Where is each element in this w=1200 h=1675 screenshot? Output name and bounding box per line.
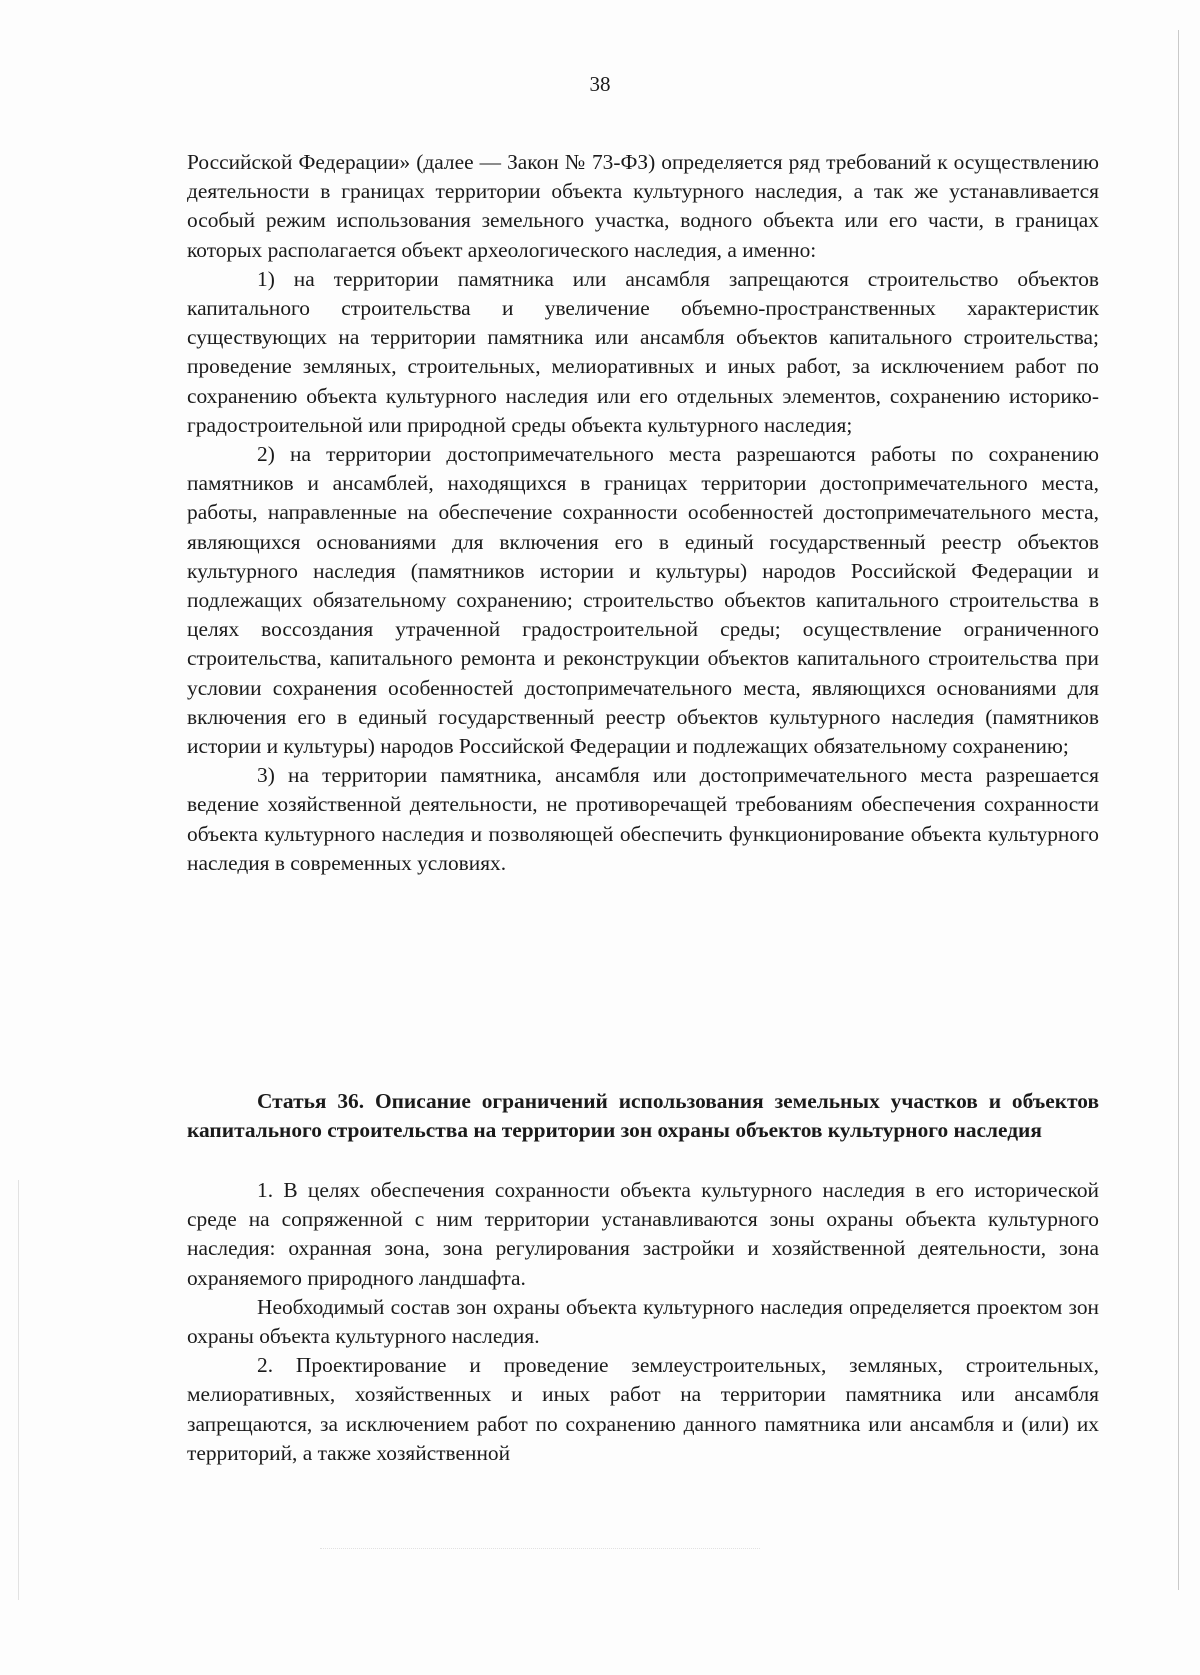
page-number: 38 xyxy=(589,72,611,96)
list-item-3: 3) на территории памятника, ансамбля или достопримечательного места разрешается ведение хозяйственной деятельности, не противоречащей требованиям обеспечения сохранности объекта культурного наследия и позволяющей обеспечить функционирование объекта культурного наследия в современных условиях. xyxy=(187,763,1099,875)
scan-edge-line-left xyxy=(18,1180,19,1600)
article-paragraph-1: 1. В целях обеспечения сохранности объекта культурного наследия в его исторической среде на сопряженной с ним территории устанавливаются зоны охраны объекта культурного наследия: охранная зона, зона регулирования застройки и хозяйственной деятельности, зона охраняемого природного ландшафта. xyxy=(187,1178,1099,1290)
scan-edge-line xyxy=(1178,30,1179,1590)
article-body-section xyxy=(187,1176,1099,1468)
article-paragraph-3: 2. Проектирование и проведение землеустроительных, земляных, строительных, мелиоративных, хозяйственных и иных работ на территории памятника или ансамбля запрещаются, за исключением работ по сохранению данного памятника или ансамбля и (или) их территорий, а также хозяйственной xyxy=(187,1353,1099,1465)
list-item-2: 2) на территории достопримечательного места разрешаются работы по сохранению памятников и ансамблей, находящихся в границах территории достопримечательного места, работы, направленные на обеспечение сохранности особенностей достопримечательного места, являющихся основаниями для включения его в единый государственный реестр объектов культурного наследия (памятников истории и культуры) народов Российской Федерации и подлежащих обязательному сохранению; строительство объектов капитального строительства в целях воссоздания утраченной градостроительной среды; осуществление ограниченного строительства, капитального ремонта и реконструкции объектов капитального строительства при условии сохранения особенностей достопримечательного места, являющихся основаниями для включения его в единый государственный реестр объектов культурного наследия (памятников истории и культуры) народов Российской Федерации и подлежащих обязательному сохранению; xyxy=(187,442,1099,759)
body-text-section xyxy=(187,148,1099,878)
article-heading-text: Статья 36. Описание ограничений использования земельных участков и объектов капитального строительства на территории зон охраны объектов культурного наследия xyxy=(187,1089,1099,1143)
intro-paragraph: Российской Федерации» (далее — Закон № 73-ФЗ) определяется ряд требований к осуществлению деятельности в границах территории объекта культурного наследия, а так же устанавливается особый режим использования земельного участка, водного объекта или его части, в границах которых располагается объект археологического наследия, а именно: xyxy=(187,150,1099,262)
list-item-1: 1) на территории памятника или ансамбля запрещаются строительство объектов капитального строительства и увеличение объемно-пространственных характеристик существующих на территории памятника или ансамбля объектов капитального строительства; проведение земляных, строительных, мелиоративных и иных работ, за исключением работ по сохранению объекта культурного наследия или его отдельных элементов, сохранению историко-градостроительной или природной среды объекта культурного наследия; xyxy=(187,266,1099,437)
article-paragraph-2: Необходимый состав зон охраны объекта культурного наследия определяется проектом зон охраны объекта культурного наследия. xyxy=(187,1294,1099,1349)
article-heading xyxy=(187,1087,1099,1145)
scan-noise xyxy=(320,1548,760,1555)
